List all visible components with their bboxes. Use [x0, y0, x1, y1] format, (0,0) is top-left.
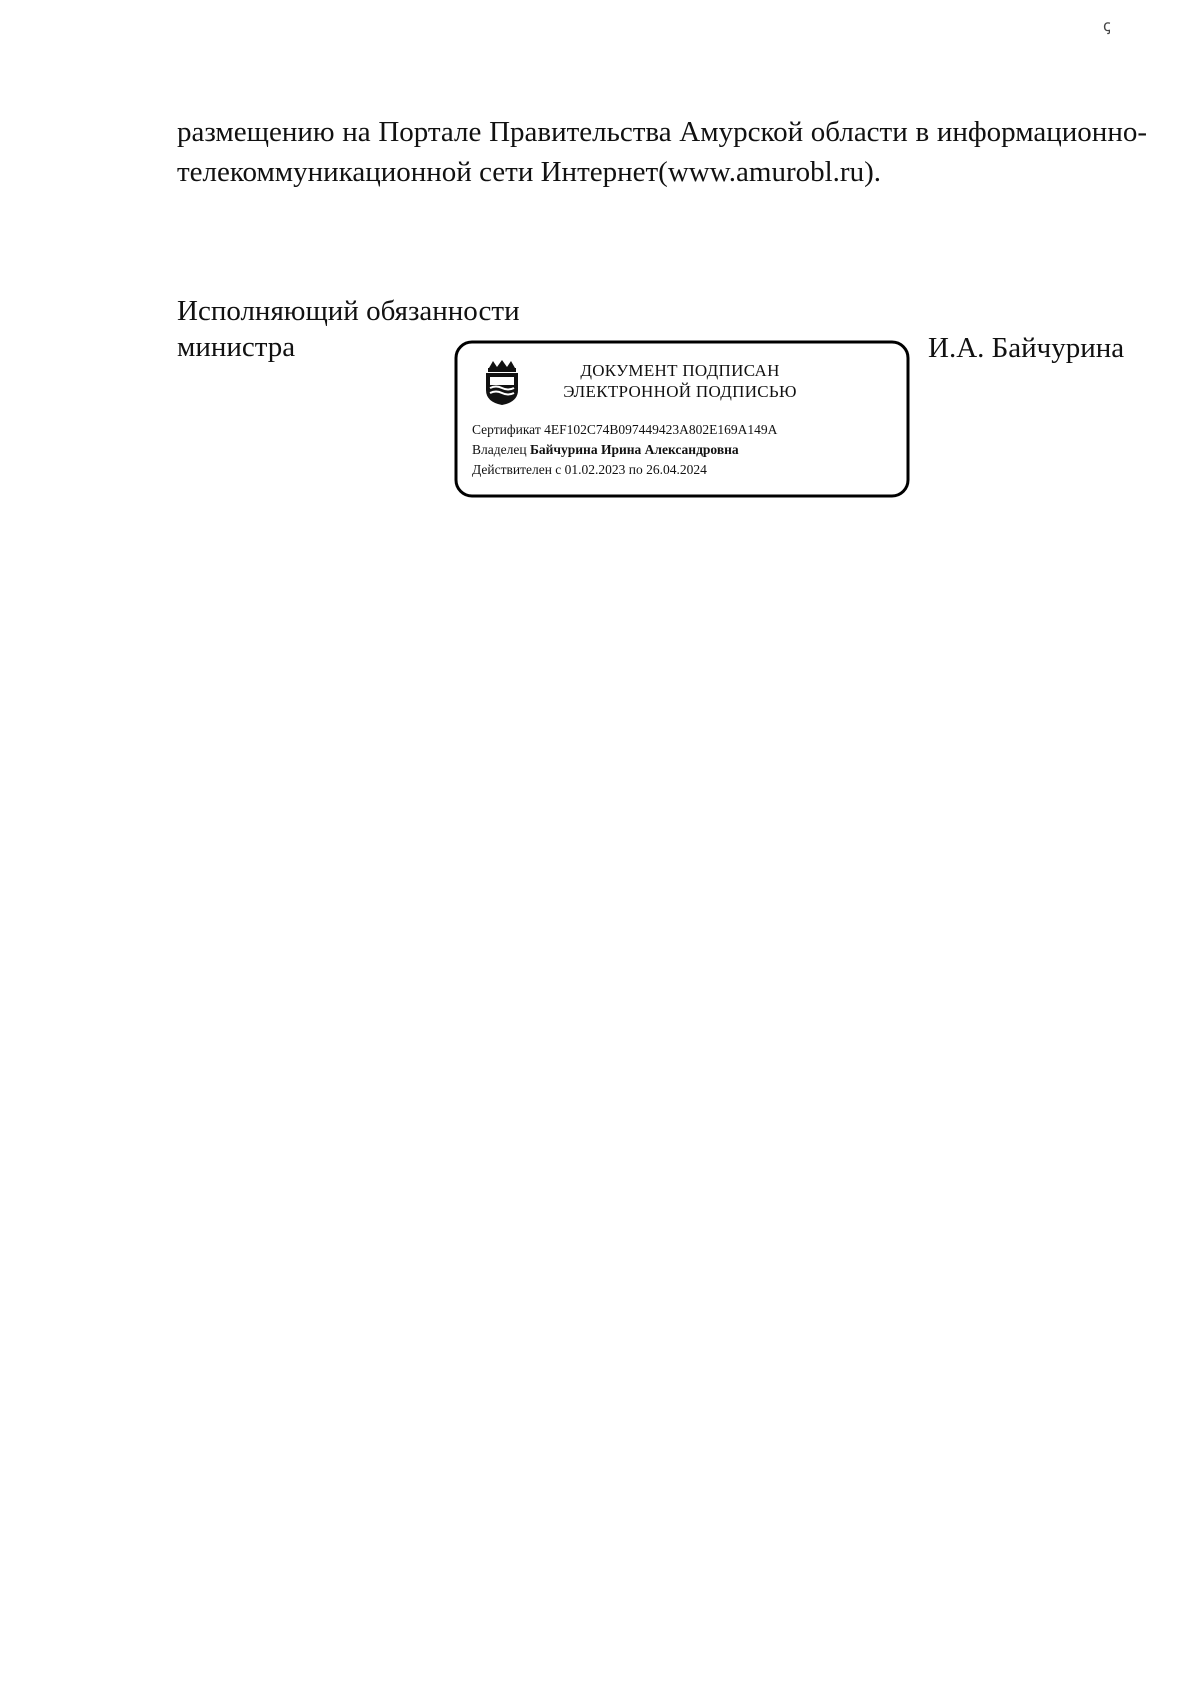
stamp-header — [530, 360, 830, 402]
corner-mark: ꞔ — [1103, 18, 1111, 35]
paragraph-line-1: размещению на Портале Правительства Амурской области в информационно- — [177, 116, 1147, 148]
owner-label: Владелец — [472, 442, 527, 457]
body-paragraph — [177, 112, 1147, 192]
stamp-header-line-1: ДОКУМЕНТ ПОДПИСАН — [580, 361, 780, 380]
owner-row — [472, 440, 777, 460]
valid-to-label: по — [628, 462, 643, 477]
certificate-row — [472, 420, 777, 440]
signer-position-line-1: Исполняющий обязанности — [177, 295, 520, 327]
valid-from-date: 01.02.2023 — [564, 462, 626, 477]
validity-row — [472, 460, 777, 480]
valid-to-date: 26.04.2024 — [646, 462, 707, 477]
signer-position-line-2: министра — [177, 331, 296, 363]
stamp-header-line-2: ЭЛЕКТРОННОЙ ПОДПИСЬЮ — [563, 382, 797, 401]
coat-of-arms-icon — [481, 358, 523, 406]
stamp-details — [472, 420, 777, 480]
paragraph-line-2: телекоммуникационной сети Интернет(www.amurobl.ru). — [177, 156, 881, 188]
certificate-value: 4EF102C74B097449423A802E169A149A — [544, 422, 778, 437]
owner-value: Байчурина Ирина Александровна — [529, 442, 739, 457]
valid-from-label: Действителен с — [472, 462, 562, 477]
certificate-label: Сертификат — [472, 422, 541, 437]
signer-name: И.А. Байчурина — [928, 332, 1125, 364]
electronic-signature-stamp — [454, 340, 910, 498]
